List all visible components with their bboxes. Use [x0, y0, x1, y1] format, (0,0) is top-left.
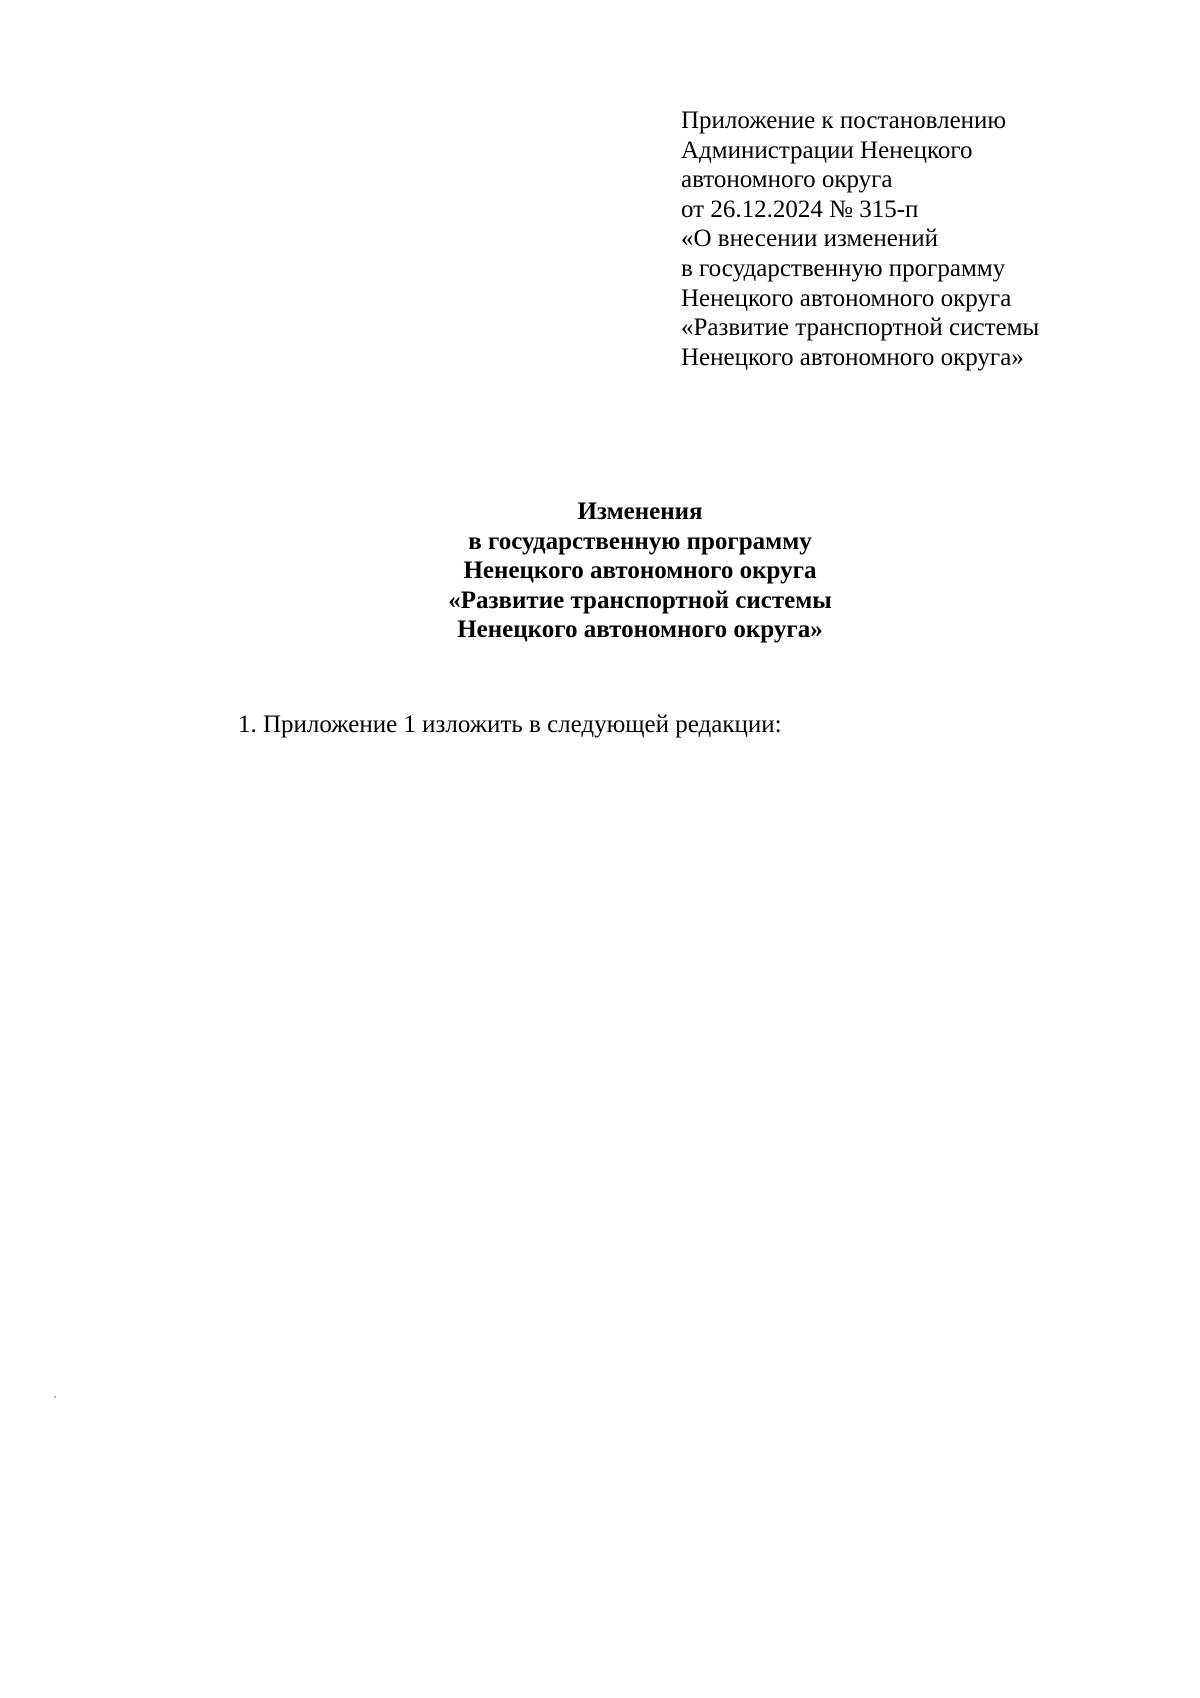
appendix-line: Администрации Ненецкого [681, 136, 973, 164]
appendix-line: в государственную программу [681, 254, 1006, 282]
title-line: Ненецкого автономного округа» [457, 616, 823, 644]
title-line: Ненецкого автономного округа [463, 557, 817, 585]
appendix-line: Ненецкого автономного округа [681, 284, 1012, 312]
title-line: в государственную программу [468, 527, 812, 555]
title-line: Изменения [577, 498, 703, 525]
appendix-line: «О внесении изменений [681, 225, 939, 253]
appendix-line: автономного округа [681, 166, 893, 194]
appendix-line: Ненецкого автономного округа» [681, 343, 1024, 371]
appendix-line: «Развитие транспортной системы [681, 314, 1040, 342]
appendix-header [681, 106, 1151, 372]
body-item-1: 1. Приложение 1 изложить в следующей редакции: [238, 711, 782, 738]
title-line: «Развитие транспортной системы [448, 586, 832, 614]
appendix-line: от 26.12.2024 № 315-п [681, 195, 919, 223]
document-title [300, 497, 980, 645]
appendix-line: Приложение к постановлению [681, 107, 1007, 134]
scan-artifact [54, 1396, 56, 1398]
